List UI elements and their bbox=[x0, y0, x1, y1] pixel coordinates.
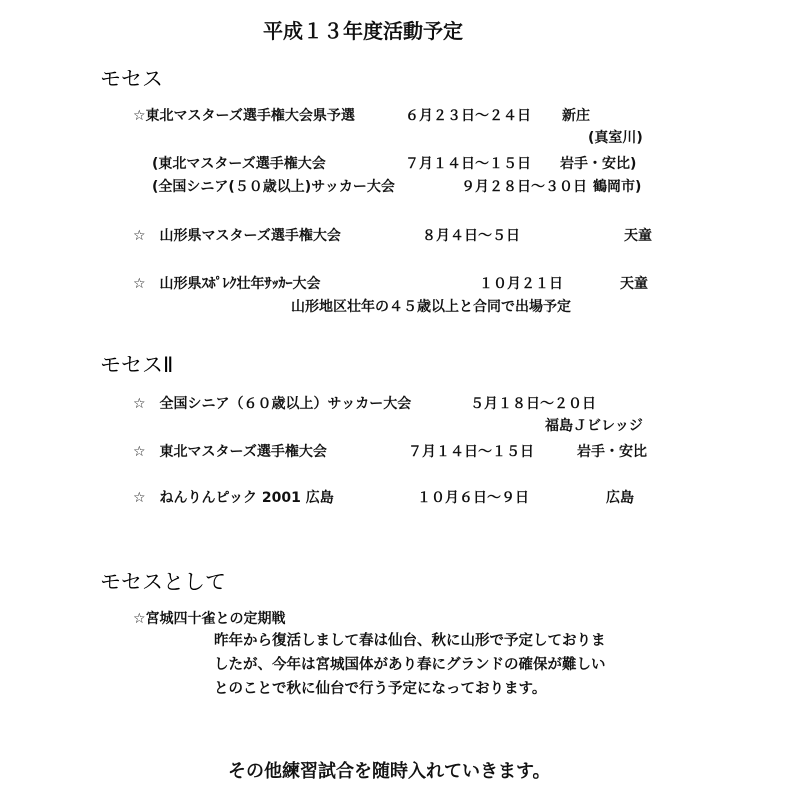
event-name: ☆ 全国シニア（６０歳以上）サッカー大会 bbox=[133, 396, 412, 412]
event-date: ７月１４日～１５日 bbox=[408, 444, 534, 460]
event-date: １０月６日～９日 bbox=[417, 490, 529, 506]
event-place-sub: (真室川) bbox=[588, 130, 643, 146]
event-name: ☆ 山形県マスターズ選手権大会 bbox=[133, 228, 341, 244]
section-heading-moses2: モセスⅡ bbox=[100, 353, 174, 377]
event-place: 福島Ｊビレッジ bbox=[545, 418, 643, 434]
event-date: ９月２８日～３０日 bbox=[461, 179, 587, 195]
event-place: 鶴岡市) bbox=[593, 179, 642, 195]
event-name: ☆ ねんりんピック 2001 広島 bbox=[133, 490, 334, 506]
event-date: ８月４日～５日 bbox=[422, 228, 520, 244]
event-place: 岩手・安比) bbox=[560, 156, 637, 172]
event-place: 天童 bbox=[624, 228, 652, 244]
event-date: ６月２３日～２４日 bbox=[405, 108, 531, 124]
event-date: ５月１８日～２０日 bbox=[470, 396, 596, 412]
paragraph-line: したが、今年は宮城国体があり春にグランドの確保が難しい bbox=[214, 657, 606, 673]
closing-text: その他練習試合を随時入れていきます。 bbox=[228, 761, 551, 782]
event-place: 天童 bbox=[620, 276, 648, 292]
event-name: ☆ 東北マスターズ選手権大会 bbox=[133, 444, 327, 460]
event-name: ☆東北マスターズ選手権大会県予選 bbox=[133, 108, 355, 124]
event-name: (東北マスターズ選手権大会 bbox=[152, 156, 326, 172]
event-place: 広島 bbox=[606, 490, 634, 506]
event-name: ☆宮城四十雀との定期戦 bbox=[133, 611, 286, 627]
event-note: 山形地区壮年の４５歳以上と合同で出場予定 bbox=[291, 299, 571, 315]
section-heading-moses: モセス bbox=[100, 67, 163, 91]
paragraph-line: 昨年から復活しまして春は仙台、秋に山形で予定しておりま bbox=[214, 633, 606, 649]
page-title: 平成１３年度活動予定 bbox=[263, 19, 463, 43]
event-name: (全国シニア(５０歳以上)サッカー大会 bbox=[152, 179, 395, 195]
event-name: ☆ 山形県ｽﾎﾟﾚｸ壮年ｻｯｶｰ大会 bbox=[133, 276, 321, 292]
event-date: １０月２１日 bbox=[479, 276, 563, 292]
paragraph-line: とのことで秋に仙台で行う予定になっております。 bbox=[214, 681, 547, 697]
event-place: 新庄 bbox=[562, 108, 590, 124]
section-heading-as-moses: モセスとして bbox=[100, 570, 226, 594]
event-place: 岩手・安比 bbox=[577, 444, 647, 460]
event-date: ７月１４日～１５日 bbox=[405, 156, 531, 172]
